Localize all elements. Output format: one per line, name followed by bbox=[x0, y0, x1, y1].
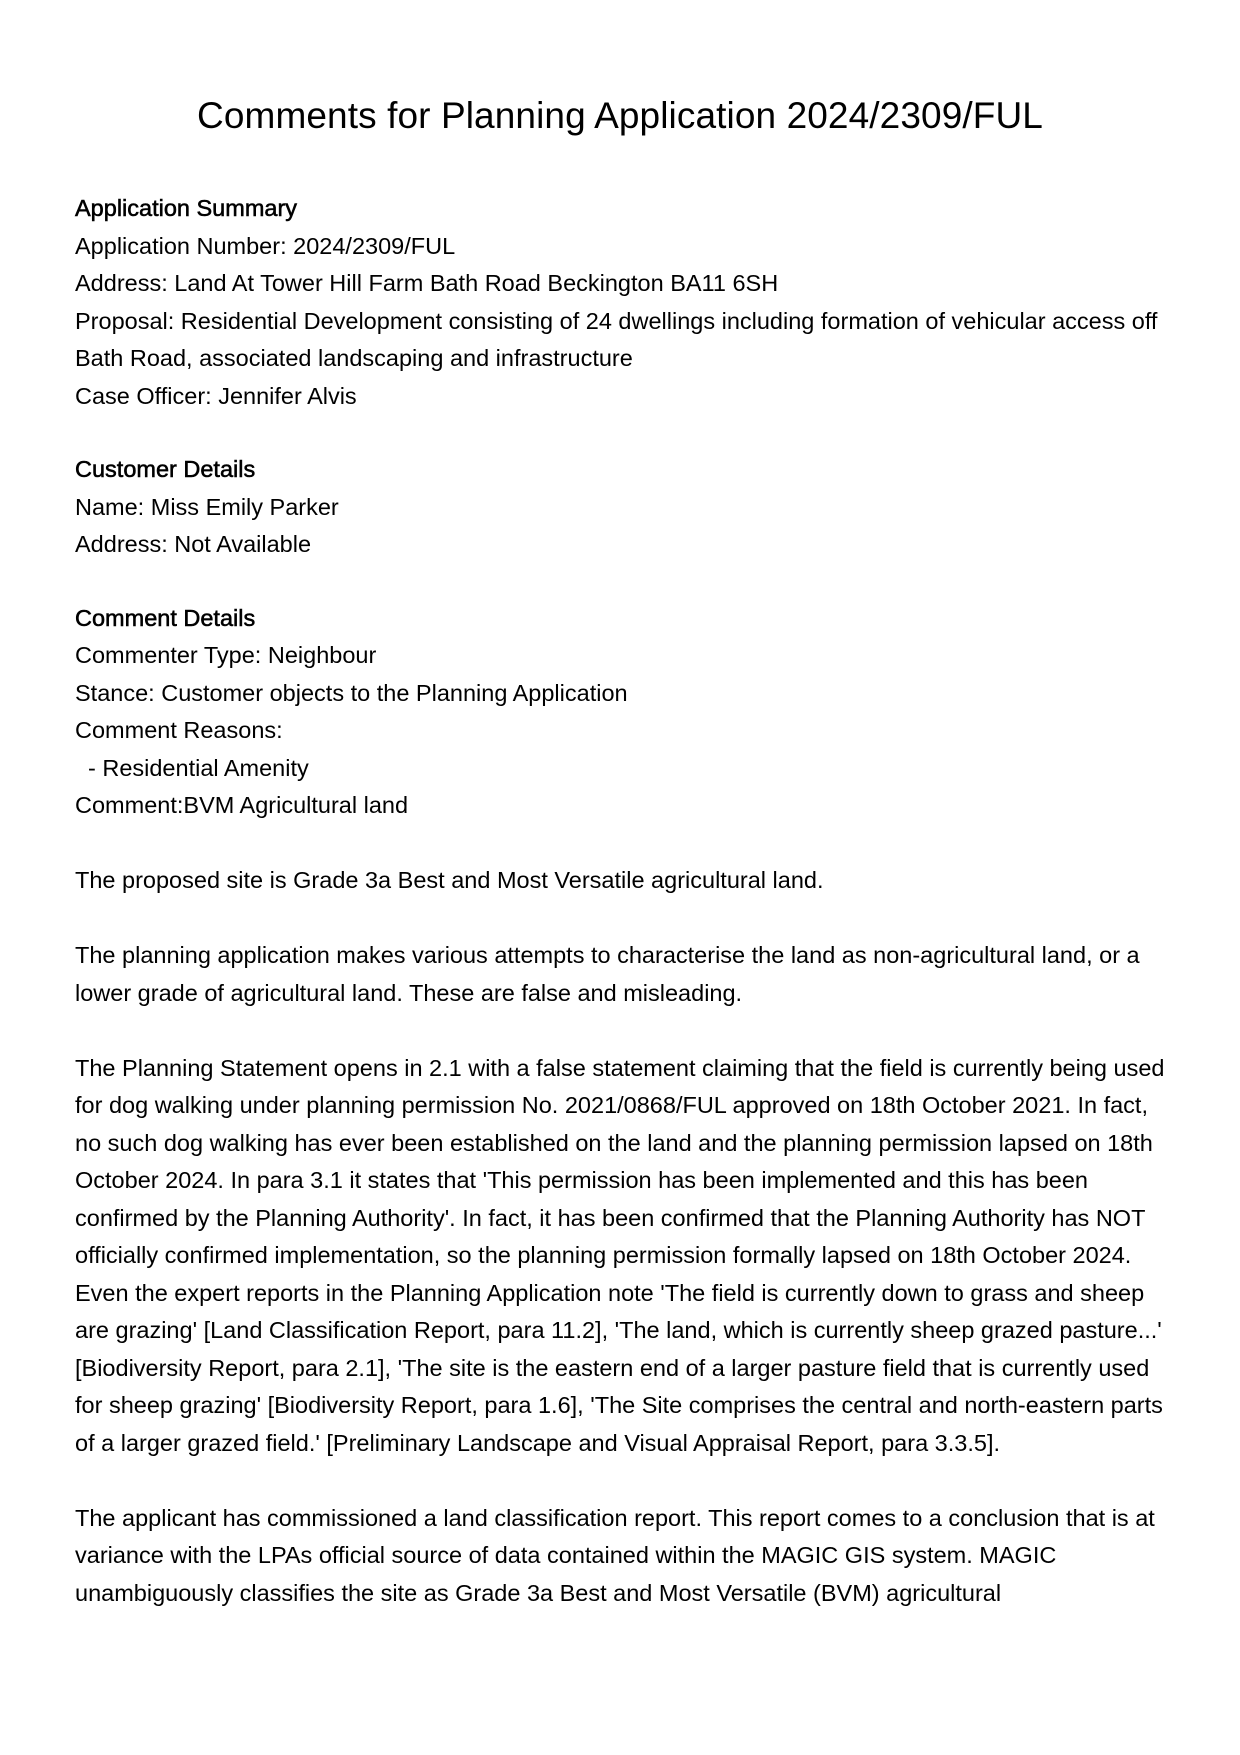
page-title: Comments for Planning Application 2024/2309/FUL bbox=[197, 95, 1043, 136]
comment-reasons-label: Comment Reasons: bbox=[75, 717, 283, 743]
customer-details-section bbox=[75, 451, 1165, 564]
stance: Stance: Customer objects to the Planning Application bbox=[75, 679, 628, 706]
application-summary-heading: Application Summary bbox=[75, 195, 298, 221]
customer-details-heading: Customer Details bbox=[75, 456, 256, 482]
application-address: Address: Land At Tower Hill Farm Bath Road Beckington BA11 6SH bbox=[75, 270, 779, 296]
application-proposal: Proposal: Residential Development consisting of 24 dwellings including formation of vehicular access off Bath Road, associated landscaping and infrastructure bbox=[75, 307, 1164, 371]
customer-address: Address: Not Available bbox=[75, 531, 312, 557]
application-summary-section bbox=[75, 190, 1165, 415]
commenter-type: Commenter Type: Neighbour bbox=[75, 642, 377, 668]
comment-paragraph: The Planning Statement opens in 2.1 with a false statement claiming that the field is currently being used for dog walking under planning permission No. 2021/0868/FUL approved on 18th October 2021. In fact, no such dog walking has ever been established on the land and the planning permission lapsed on 18th October 2024. In para 3.1 it states that 'This permission has been implemented and this has been confirmed by the Planning Authority'. In fact, it has been confirmed that the Planning Authority has NOT officially confirmed implementation, so the planning permission formally lapsed on 18th October 2024. Even the expert reports in the Planning Application note 'The field is currently down to grass and sheep are grazing' [Land Classification Report, para 11.2], 'The land, which is currently sheep grazed pasture...' [Biodiversity Report, para 2.1], 'The site is the eastern end of a larger pasture field that is currently used for sheep grazing' [Biodiversity Report, para 1.6], 'The Site comprises the central and north-eastern parts of a larger grazed field.' [Preliminary Landscape and Visual Appraisal Report, para 3.3.5]. bbox=[75, 1054, 1165, 1456]
comment-details-heading: Comment Details bbox=[75, 604, 256, 631]
comment-paragraph: The applicant has commissioned a land classification report. This report comes to a conclusion that is at variance with the LPAs official source of data contained within the MAGIC GIS system. MAGIC unambiguously classifies the site as Grade 3a Best and Most Versatile (BVM) agricultural bbox=[75, 1504, 1155, 1606]
comment-details-section bbox=[75, 600, 1165, 1613]
comment-paragraph: The proposed site is Grade 3a Best and Most Versatile agricultural land. bbox=[75, 867, 824, 893]
customer-name: Name: Miss Emily Parker bbox=[75, 493, 339, 520]
comment-paragraph: The planning application makes various attempts to characterise the land as non-agricultural land, or a lower grade of agricultural land. These are false and misleading. bbox=[75, 942, 1140, 1006]
comment-title: Comment:BVM Agricultural land bbox=[75, 792, 409, 818]
case-officer: Case Officer: Jennifer Alvis bbox=[75, 382, 357, 409]
comment-reason-item: - Residential Amenity bbox=[88, 754, 309, 781]
application-number: Application Number: 2024/2309/FUL bbox=[75, 232, 456, 259]
